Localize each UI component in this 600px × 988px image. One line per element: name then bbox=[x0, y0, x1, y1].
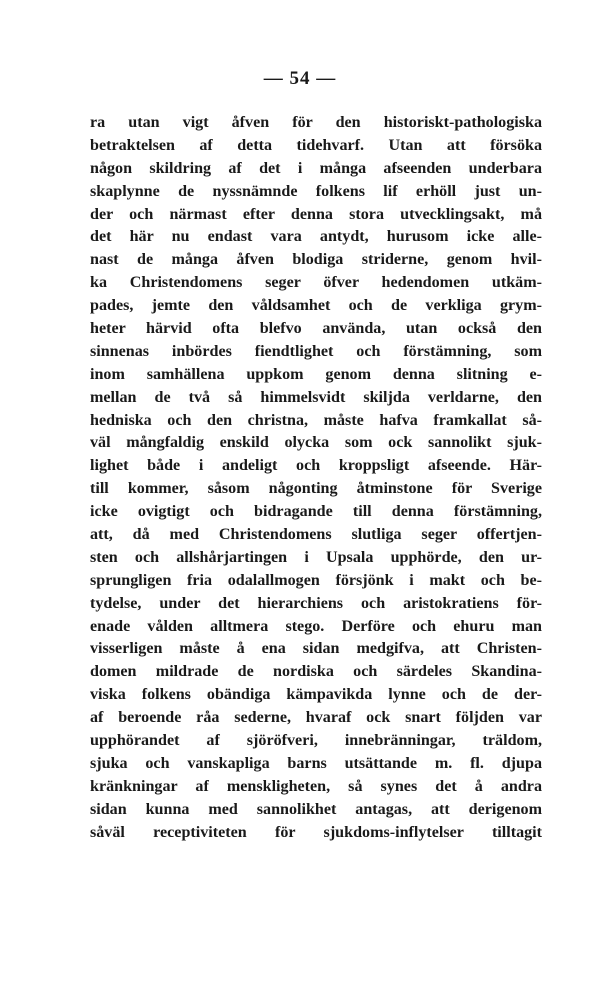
text-line: icke ovigtigt och bidragande till denna förstämning, bbox=[90, 503, 542, 521]
text-line: ka Christendomens seger öfver hedendomen utkäm- bbox=[90, 274, 542, 292]
text-line: domen mildrade de nordiska och särdeles Skandina- bbox=[90, 663, 542, 681]
page-number: — 54 — bbox=[263, 68, 337, 89]
text-line: till kommer, såsom någonting åtminstone för Sverige bbox=[90, 480, 542, 498]
text-line: viska folkens obändiga kämpavikda lynne och de der- bbox=[90, 686, 542, 704]
text-line: enade vålden alltmera stego. Derföre och ehuru man bbox=[90, 617, 542, 635]
text-line: såväl receptiviteten för sjukdoms-inflytelser tilltagit bbox=[90, 823, 542, 841]
text-line: sidan kunna med sannolikhet antagas, att derigenom bbox=[90, 800, 542, 818]
text-line: heter härvid ofta blefvo använda, utan också den bbox=[90, 320, 542, 338]
text-line: visserligen måste å ena sidan medgifva, att Christen- bbox=[90, 640, 542, 658]
body-text bbox=[90, 112, 542, 845]
text-line: pades, jemte den våldsamhet och de verkliga grym- bbox=[90, 297, 542, 315]
text-line: inom samhällena uppkom genom denna slitning e- bbox=[90, 365, 542, 383]
text-line: någon skildring af det i många afseenden underbara bbox=[90, 159, 542, 177]
text-line: sten och allshårjartingen i Upsala upphörde, den ur- bbox=[90, 548, 542, 566]
text-line: sprungligen fria odalallmogen försjönk i makt och be- bbox=[90, 571, 542, 589]
text-line: att, då med Christendomens slutliga seger offertjen- bbox=[90, 526, 542, 544]
text-line: ra utan vigt åfven för den historiskt-pathologiska bbox=[90, 114, 542, 131]
text-line: nast de många åfven blodiga striderne, genom hvil- bbox=[90, 251, 542, 269]
text-line: der och närmast efter denna stora utvecklingsakt, må bbox=[90, 205, 542, 223]
text-line: tydelse, under det hierarchiens och aristokratiens för- bbox=[90, 594, 542, 612]
text-line: sjuka och vanskapliga barns utsättande m. fl. djupa bbox=[90, 754, 542, 772]
text-line: lighet både i andeligt och kroppsligt afseende. Här- bbox=[90, 457, 542, 475]
text-line: skaplynne de nyssnämnde folkens lif erhöll just un- bbox=[90, 182, 542, 200]
text-line: kränkningar af menskligheten, så synes det å andra bbox=[90, 777, 542, 795]
text-line: af beroende råa sederne, hvaraf ock snart följden var bbox=[90, 709, 542, 727]
text-line: mellan de två så himmelsvidt skiljda verldarne, den bbox=[90, 388, 542, 406]
text-line: betraktelsen af detta tidehvarf. Utan att försöka bbox=[90, 136, 542, 154]
text-line: upphörandet af sjöröfveri, innebränningar, träldom, bbox=[90, 732, 542, 750]
text-line: sinnenas inbördes fiendtlighet och förstämning, som bbox=[90, 342, 542, 360]
text-line: hedniska och den christna, måste hafva framkallat så- bbox=[90, 411, 542, 429]
text-line: det här nu endast vara antydt, hurusom icke alle- bbox=[90, 228, 542, 246]
text-line: väl mångfaldig enskild olycka som ock sannolikt sjuk- bbox=[90, 434, 542, 452]
